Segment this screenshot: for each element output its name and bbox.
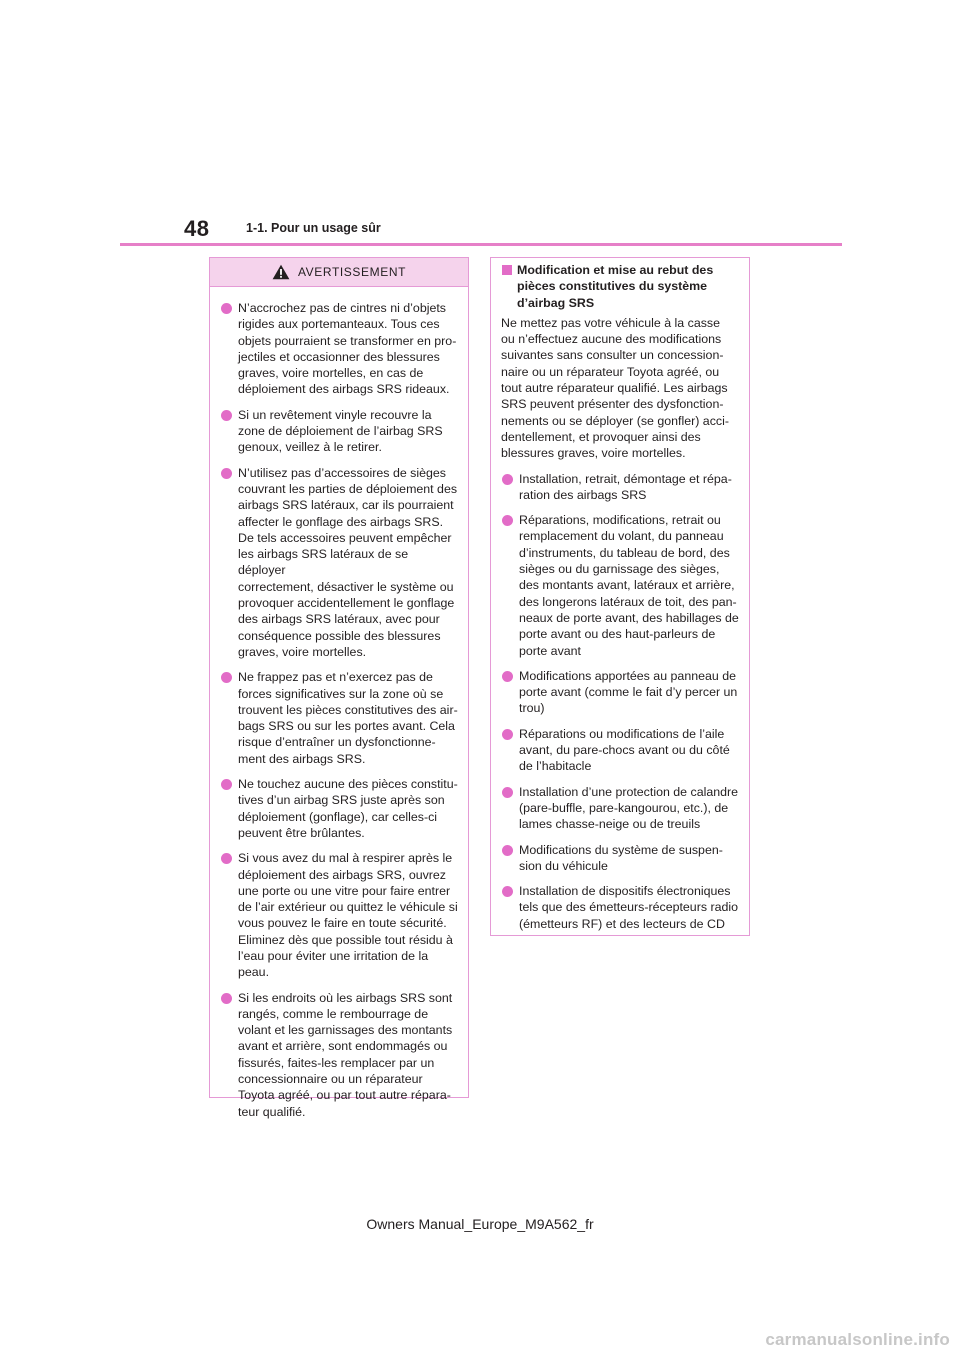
warning-item-text: Ne touchez aucune des pièces constitu- tives d’un airbag SRS juste après son déploiement (gonflage), car celles-ci peuvent être brûlantes. (238, 777, 458, 840)
warning-header (210, 258, 468, 287)
info-item (501, 471, 739, 504)
header-rule (120, 243, 842, 246)
info-box (490, 257, 750, 936)
warning-item-text: Ne frappez pas et n’exercez pas de forces significatives sur la zone où se trouvent les pièces constitutives des air- bags SRS ou sur les portes avant. Cela risque d’entraîner un dysfonctionne- ment des airbags SRS. (238, 670, 458, 766)
info-item (501, 668, 739, 717)
info-item-text: Réparations, modifications, retrait ou remplacement du volant, du panneau d’instruments, du tableau de bord, des sièges ou du garnissage des sièges, des montants avant, latéraux et arrière, des longerons latéraux de toit, des pan- neaux de porte avant, des habillages de porte avant ou des haut-parleurs de porte avant (519, 513, 739, 658)
warning-triangle-icon (272, 264, 290, 280)
info-item-text: Modifications apportées au panneau de porte avant (comme le fait d’y percer un trou) (519, 668, 738, 716)
warning-item (220, 850, 458, 980)
warning-item-text: Si un revêtement vinyle recouvre la zone de déploiement de l’airbag SRS genoux, veillez à le retirer. (238, 407, 443, 455)
page-number: 48 (184, 216, 210, 241)
square-bullet-icon (502, 265, 512, 275)
info-item (501, 726, 739, 775)
warning-item (220, 300, 458, 398)
bullet-icon (221, 410, 232, 421)
info-item (501, 883, 739, 932)
bullet-icon (221, 779, 232, 790)
warning-box (209, 257, 469, 1119)
bullet-icon (502, 515, 513, 526)
info-items (501, 471, 739, 932)
info-item-text: Installation d’une protection de calandre (pare-buffle, pare-kangourou, etc.), de lames chasse-neige ou de treuils (519, 784, 739, 832)
info-heading-text: Modification et mise au rebut des pièces constitutives du système d’airbag SRS (517, 263, 714, 310)
bullet-icon (502, 886, 513, 897)
bullet-icon (502, 474, 513, 485)
footer-text: Owners Manual_Europe_M9A562_fr (366, 1216, 594, 1232)
warning-item (220, 776, 458, 841)
warning-title: AVERTISSEMENT (297, 265, 407, 279)
warning-item-text: N’utilisez pas d’accessoires de sièges couvrant les parties de déploiement des airbags SRS latéraux, car ils pourraient affecter le gonflage des airbags SRS. De tels accessoires peuvent empêcher les airbags SRS latéraux de se déployer correctement, désactiver le système ou provoquer accidentellement le gonflage des airbags SRS latéraux, avec pour conséquence possible des blessures graves, voire mortelles. (238, 465, 458, 659)
warning-list (210, 287, 468, 1120)
warning-item (220, 407, 458, 456)
info-item (501, 842, 739, 875)
bullet-icon (502, 671, 513, 682)
info-item-text: Installation de dispositifs électroniques tels que des émetteurs-récepteurs radio (émetteurs RF) et des lecteurs de CD (519, 884, 739, 931)
bullet-icon (502, 729, 513, 740)
bullet-icon (221, 993, 232, 1004)
bullet-icon (221, 468, 232, 479)
info-item-text: Modifications du système de suspen- sion du véhicule (519, 842, 723, 873)
warning-item (220, 465, 458, 661)
watermark: carmanualsonline.info (765, 1330, 950, 1349)
info-item (501, 784, 739, 833)
info-item-text: Réparations ou modifications de l’aile avant, du pare-chocs avant ou du côté de l’habitacle (519, 726, 730, 774)
info-item (501, 512, 739, 659)
bullet-icon (502, 845, 513, 856)
warning-item (220, 669, 458, 767)
warning-item (220, 990, 458, 1120)
warning-item-text: Si les endroits où les airbags SRS sont rangés, comme le rembourrage de volant et les garnissages des montants avant et arrière, sont endommagés ou fissurés, faites-les remplacer par un concessionnaire ou un réparateur Toyota agréé, ou par tout autre répara- teur qualifié. (238, 990, 453, 1119)
section-title: 1-1. Pour un usage sûr (246, 221, 381, 235)
bullet-icon (221, 672, 232, 683)
info-list (491, 262, 749, 932)
warning-item-text: N’accrochez pas de cintres ni d’objets rigides aux portemanteaux. Tous ces objets pourraient se transformer en pro- jectiles et occasionner des blessures graves, voire mortelles, en cas de déploiement des airbags SRS rideaux. (238, 301, 457, 397)
bullet-icon (502, 787, 513, 798)
bullet-icon (221, 853, 232, 864)
info-heading (501, 262, 739, 311)
info-item-text: Installation, retrait, démontage et répa- ration des airbags SRS (519, 471, 732, 502)
warning-item-text: Si vous avez du mal à respirer après le déploiement des airbags SRS, ouvrez une porte ou une vitre pour faire entrer de l’air extérieur ou quittez le véhicule si vous pouvez le faire en toute sécurité. Eliminez dès que possible tout résidu à l’eau pour éviter une irritation de la peau. (238, 851, 458, 980)
info-intro: Ne mettez pas votre véhicule à la casse ou n’effectuez aucune des modifications suivantes sans consulter un concession- naire ou un réparateur Toyota agréé, ou tout autre réparateur qualifié. Les airbags SRS peuvent présenter des dysfonction- nements ou se déployer (se gonfler) acci- dentellement, et provoquer ainsi des blessures graves, voire mortelles. (501, 315, 729, 461)
bullet-icon (221, 303, 232, 314)
